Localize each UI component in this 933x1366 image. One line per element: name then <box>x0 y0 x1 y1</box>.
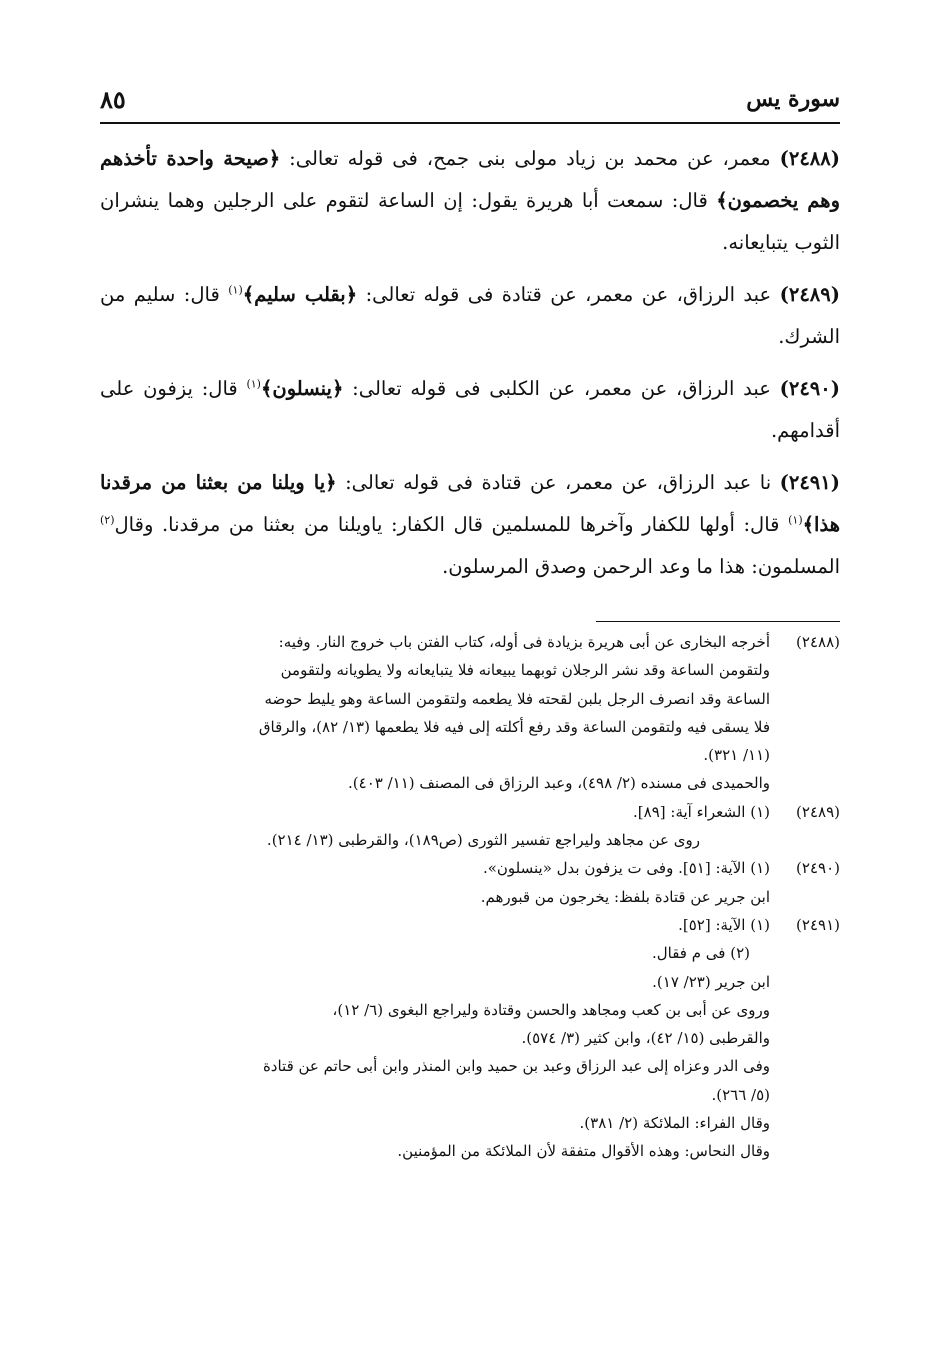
footnote-body <box>100 911 770 1166</box>
entry-text: قال: سمعت أبا هريرة يقول: إن الساعة لتقوم على الرجلين وهما ينشران الثوب يتبايعانه. <box>100 189 840 254</box>
footnote-2491 <box>100 911 840 1166</box>
entry-2491 <box>100 462 840 588</box>
entry-2489 <box>100 274 840 358</box>
entry-text: معمر، عن محمد بن زياد مولى بنى جمح، فى قوله تعالى: <box>280 147 780 170</box>
footnote-2488 <box>100 628 840 798</box>
footnote-line: (١١/ ٣٢١). <box>703 746 770 765</box>
quran-quote: ﴿بقلب سليم﴾ <box>242 283 358 306</box>
footnote-line: أخرجه البخارى عن أبى هريرة بزيادة فى أوله، كتاب الفتن باب خروج النار. وفيه: <box>278 633 770 651</box>
entry-text: عبد الرزاق، عن معمر، عن قتادة فى قوله تعالى: <box>357 283 780 306</box>
footnote-line: (٢) فى م فقال. <box>651 944 750 963</box>
footnote-line: والقرطبى (١٥/ ٤٢)، وابن كثير (٣/ ٥٧٤). <box>521 1029 770 1048</box>
footnote-line: (١) الآية: [٥٢]. <box>678 915 770 934</box>
page-header <box>100 82 840 116</box>
footnote-separator <box>596 621 840 622</box>
footnote-line: فلا يسقى فيه ولتقومن الساعة وقد رفع أكلته إلى فيه فلا يطعمها (١٣/ ٨٢)، والرقاق <box>258 717 770 736</box>
footnote-body <box>100 628 770 798</box>
footnote-line: وقال النحاس: وهذه الأقوال متفقة لأن الملائكة من المؤمنين. <box>397 1142 770 1161</box>
footnote-marker: (١) <box>246 377 261 391</box>
quran-quote: ﴿صيحة واحدة تأخذهم وهم يخصمون﴾ <box>100 147 840 212</box>
footnote-line: الساعة وقد انصرف الرجل بلبن لقحته فلا يطعمه ولتقومن الساعة وهو يليط حوضه <box>264 689 770 708</box>
entry-text: قال: يزفون على أقدامهم. <box>100 377 840 442</box>
footnote-number: (٢٤٨٩) <box>796 802 840 821</box>
footnote-body <box>100 798 770 826</box>
footnote-number: (٢٤٨٨) <box>796 633 840 651</box>
footnote-line: ولتقومن الساعة وقد نشر الرجلان ثوبهما يبيعانه فلا يتبايعانه ولا يطويانه ولتقومن <box>280 661 770 680</box>
entry-number: (٢٤٩١) <box>779 471 840 494</box>
footnote-line: (١) الآية: [٥١]. وفى ت يزفون بدل «ينسلون». <box>482 859 770 878</box>
footnote-2490 <box>100 854 840 911</box>
footnote-number: (٢٤٩٠) <box>796 859 840 878</box>
footnote-line: (٥/ ٢٦٦). <box>711 1085 770 1104</box>
entry-2488 <box>100 138 840 264</box>
footnote-line: روى عن مجاهد وليراجع تفسير الثورى (ص١٨٩)، والقرطبى (١٣/ ٢١٤). <box>266 831 700 850</box>
entry-text: قال: سليم من الشرك. <box>100 283 840 348</box>
footnote-line: وروى عن أبى بن كعب ومجاهد والحسن وقتادة وليراجع البغوى (٦/ ١٢)، <box>332 1000 770 1019</box>
surah-name: سورة يس <box>746 86 840 112</box>
quran-quote: ﴿يا ويلنا من بعثنا من مرقدنا هذا﴾ <box>100 471 840 536</box>
header-rule <box>100 122 840 124</box>
footnote-marker: (١) <box>788 513 803 527</box>
footnote-line: ابن جرير (٢٣/ ١٧). <box>652 972 770 991</box>
entry-text: قال: أولها للكفار وآخرها للمسلمين قال الكفار: ياويلنا من بعثنا من مرقدنا. وقال <box>114 513 789 536</box>
footnotes <box>100 628 840 1166</box>
footnote-number: (٢٤٩١) <box>796 915 840 934</box>
entry-number: (٢٤٨٨) <box>779 147 840 170</box>
footnote-marker: (١) <box>228 283 243 297</box>
footnote-line: ابن جرير عن قتادة بلفظ: يخرجون من قبورهم. <box>480 887 770 906</box>
footnote-marker: (٢) <box>100 513 115 527</box>
entry-text: نا عبد الرزاق، عن معمر، عن قتادة فى قوله تعالى: <box>336 471 780 494</box>
main-text <box>100 138 840 598</box>
entry-2490 <box>100 368 840 452</box>
page-number: ٨٥ <box>100 84 126 114</box>
entry-number: (٢٤٩٠) <box>779 377 840 400</box>
quran-quote: ﴿ينسلون﴾ <box>260 377 344 400</box>
entry-number: (٢٤٨٩) <box>779 283 840 306</box>
footnote-line: وفى الدر وعزاه إلى عبد الرزاق وعبد بن حميد وابن المنذر وابن أبى حاتم عن قتادة <box>262 1057 770 1076</box>
entry-text: المسلمون: هذا ما وعد الرحمن وصدق المرسلون. <box>442 555 840 578</box>
footnote-line: وقال الفراء: الملائكة (٢/ ٣٨١). <box>579 1114 770 1133</box>
entry-text: عبد الرزاق، عن معمر، عن الكلبى فى قوله تعالى: <box>343 377 780 400</box>
footnote-2489 <box>100 798 840 826</box>
footnote-line: والحميدى فى مسنده (٢/ ٤٩٨)، وعبد الرزاق فى المصنف (١١/ ٤٠٣). <box>348 774 770 793</box>
footnote-line: (١) الشعراء آية: [٨٩]. <box>633 802 770 821</box>
footnote-body <box>100 854 770 911</box>
